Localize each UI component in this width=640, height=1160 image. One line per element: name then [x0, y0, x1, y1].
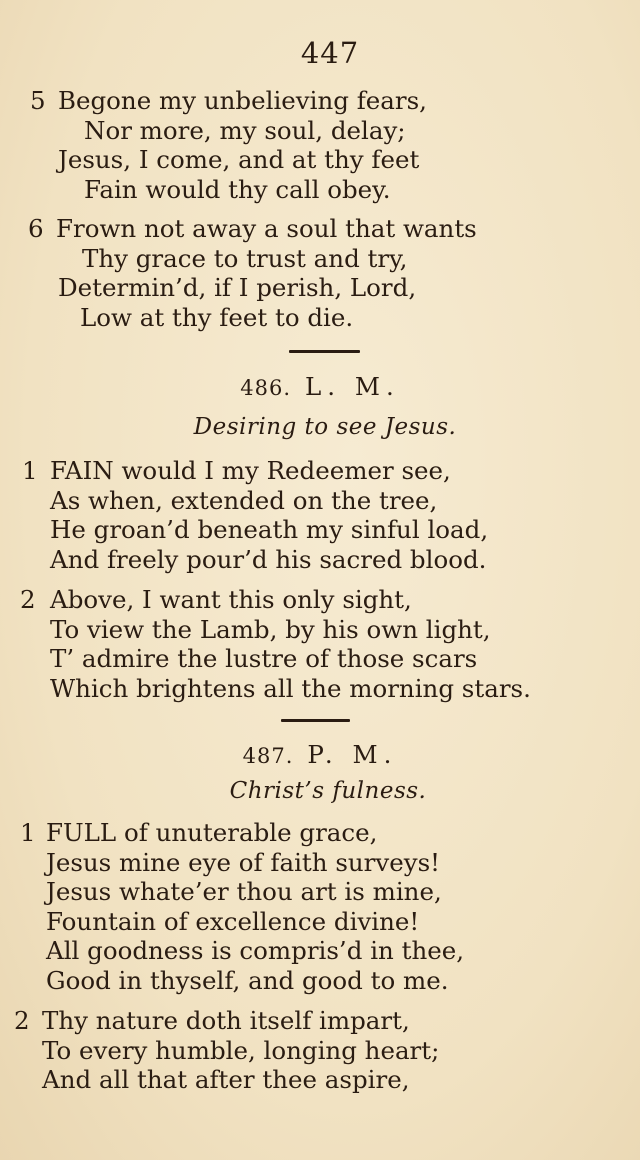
hymn-meter: L. M. — [305, 372, 400, 401]
verse-line: Good in thyself, and good to me. — [46, 965, 449, 995]
verse-line: To view the Lamb, by his own light, — [50, 614, 491, 644]
verse-line: Low at thy feet to die. — [80, 302, 354, 332]
hymn-486-title: Desiring to see Jesus. — [193, 414, 457, 440]
verse-line: And all that after thee aspire, — [42, 1065, 410, 1094]
verse-line: He groan’d beneath my sinful load, — [50, 515, 489, 544]
verse-line: Determin’d, if I perish, Lord, — [58, 273, 417, 302]
verse-line: Nor more, my soul, delay; — [84, 115, 406, 145]
verse-line: And freely pour’d his sacred blood. — [50, 544, 487, 574]
verse-line: T’ admire the lustre of those scars — [50, 644, 478, 673]
hymn-number: 486. — [240, 376, 292, 400]
verse-line: All goodness is compris’d in thee, — [46, 936, 465, 965]
verse-line: FULL of unuterable grace, — [46, 818, 378, 847]
hymn-486-stanza-2 — [0, 585, 640, 703]
stanza-number: 1 — [22, 456, 38, 485]
verse-line: As when, extended on the tree, — [50, 485, 438, 515]
stanza-number: 2 — [14, 1006, 30, 1035]
stanza-number: 1 — [20, 818, 36, 847]
verse-line: To every humble, longing heart; — [42, 1035, 440, 1065]
verse-line: Above, I want this only sight, — [50, 585, 412, 614]
hymn-486-stanza-1 — [0, 456, 640, 574]
stanza-number: 2 — [20, 585, 36, 614]
verse-line: Frown not away a soul that wants — [56, 214, 477, 243]
hymn-487-heading — [0, 740, 640, 769]
stanza-5 — [0, 86, 640, 204]
verse-line: Jesus, I come, and at thy feet — [58, 145, 420, 174]
verse-line: FAIN would I my Redeemer see, — [50, 456, 451, 485]
verse-line: Begone my unbelieving fears, — [58, 86, 427, 115]
verse-line: Jesus whate’er thou art is mine, — [46, 877, 442, 906]
hymn-487-stanza-2 — [0, 1006, 640, 1095]
section-divider — [289, 350, 360, 353]
verse-line: Thy nature doth itself impart, — [42, 1006, 410, 1035]
page-number: 447 — [300, 36, 360, 70]
stanza-6 — [0, 214, 640, 332]
hymn-number: 487. — [242, 744, 294, 768]
verse-line: Jesus mine eye of faith surveys! — [46, 847, 440, 877]
verse-line: Which brightens all the morning stars. — [50, 673, 531, 703]
verse-line: Fain would thy call obey. — [84, 174, 391, 204]
verse-line: Fountain of excellence divine! — [46, 906, 420, 936]
stanza-number: 6 — [28, 214, 44, 243]
hymn-487-title: Christ’s fulness. — [229, 778, 427, 804]
hymn-meter: P. M. — [307, 740, 398, 769]
hymn-486-heading — [0, 372, 640, 401]
section-divider — [281, 719, 350, 722]
stanza-number: 5 — [30, 86, 46, 115]
verse-line: Thy grace to trust and try, — [82, 243, 408, 273]
hymn-487-stanza-1 — [0, 818, 640, 995]
